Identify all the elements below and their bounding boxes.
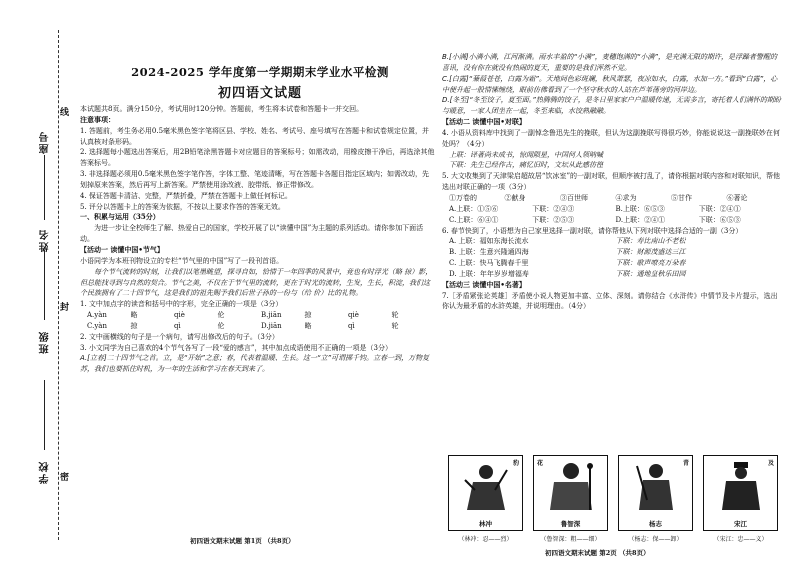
note-1: 1. 答题前，考生务必用0.5毫米黑色签字笔将区县、学校、姓名、考试号、座号填写在答题卡和试卷规定位置，并认真核对条形码。	[80, 126, 430, 146]
label-school: 学校	[40, 460, 51, 484]
card-mark: 花	[537, 460, 544, 467]
label-name: 姓名	[40, 228, 51, 252]
note-2: 2. 选择题每小题选出答案后，用2B铅笔涂黑答题卡对应题目的答案标号；如需改动，用橡皮擦干净后，再选涂其他答案标号。	[80, 148, 435, 168]
q6-b-down: 下联：财源茂盛达三江	[615, 248, 686, 257]
footer-page-2: 初四语文期末试题 第2页 （共8页）	[545, 549, 650, 557]
seal-char-2: 密	[60, 473, 70, 483]
q1-c-4: 伦	[217, 321, 225, 330]
q3-option-d[interactable]: D.[冬至]“冬至饺子，夏至面。”热腾腾的饺子，是冬日里家家户户温暖传递，无需多言，寄托着人们满怀的期盼与暖意，一家人团坐在一起，冬至来临，水饺熟融融。	[442, 96, 781, 116]
q1-b-2: 掠	[304, 311, 312, 320]
q5-b-down: 下联：②④①	[698, 204, 741, 213]
question-6: 6. 春节快到了，小语想为自己家里选择一副对联，请你帮他从下列对联中选择合适的一副（3分）	[442, 226, 743, 235]
q6-c-down: 下联：歌声嘹亮万朵春	[615, 259, 686, 268]
question-4: 4. 小语从资料库中找到了一副悼念鲁迅先生的挽联，但认为这副挽联写得很巧妙，你能说说这一副挽联妙在何处吗？（4分）	[442, 128, 780, 148]
q6-option-a[interactable]	[442, 236, 782, 247]
card-lu-zhishen	[533, 455, 608, 531]
q3-option-c[interactable]: C.[白露]“蒹葭苍苍，白露为霜”。天地间色彩斑斓，秋风萧瑟，夜凉如水，白露，水加一方。”看到“白露”，心中便升起一股情愫缠绕，眼前仿佛看到了一个坚守秋水的人站在芦苇荡旁的河岸边。	[442, 74, 778, 94]
q5-options-ab[interactable]	[442, 204, 782, 215]
q6-option-c[interactable]	[442, 258, 782, 269]
q6-option-b[interactable]	[442, 247, 782, 258]
card-lin-chong	[448, 455, 523, 531]
q1-b-1: B.jiān	[261, 311, 282, 320]
caption-lu-zhishen: （鲁智深：粗——细）	[540, 536, 601, 543]
q5-b-up: B.上联：⑥⑤③	[615, 204, 665, 213]
q6-c-up: C. 上联：快马飞腾春千里	[449, 259, 529, 268]
q5-item-6: ⑥著论	[726, 193, 748, 202]
caption-song-jiang: （宋江：忠——义）	[713, 536, 768, 543]
q1-d-4: 轮	[391, 321, 399, 330]
right-column	[442, 52, 782, 312]
section-1-intro: 为进一步让全校师生了解、热爱自己的国家，学校开展了以“读懂中国”为主题的系列活动。请你参加下面活动。	[80, 224, 424, 244]
q5-options-cd[interactable]	[442, 215, 782, 226]
song-jiang-figure-icon	[710, 460, 772, 512]
q6-option-d[interactable]	[442, 269, 782, 280]
class-field[interactable]	[44, 250, 45, 320]
card-mark: 青	[682, 460, 689, 467]
q6-b-up: B. 上联：生意兴隆通四海	[449, 248, 529, 257]
hero-cards	[448, 455, 778, 531]
q5-a-up: A.上联：①⑤⑥	[449, 204, 499, 213]
exam-title: 2024-2025 学年度第一学期期末学业水平检测	[131, 65, 389, 79]
q1-a-2: 略	[130, 311, 138, 320]
q6-a-up: A. 上联：福如东海长流水	[449, 237, 529, 246]
card-captions	[448, 534, 778, 543]
q1-a-3: qiè	[174, 311, 185, 320]
binding-margin	[0, 0, 74, 562]
card-mark: 豹	[512, 460, 519, 467]
q5-item-3: ③百世师	[560, 193, 588, 202]
question-2: 2. 文中画横线的句子是一个病句，请写出修改后的句子。（3分）	[80, 332, 279, 341]
q1-c-1: C.yàn	[87, 321, 107, 330]
seal-line	[58, 30, 59, 540]
caption-lin-chong: （林冲：忍——烈）	[458, 536, 513, 543]
q5-c-down: 下联：②⑤③	[532, 215, 575, 224]
note-5: 5. 评分以答题卡上的答案为依据，不按以上要求作答的答案无效。	[80, 202, 285, 211]
seal-char-1: 封	[60, 303, 70, 313]
footer-page-1: 初四语文期末试题 第1页 （共8页）	[190, 537, 295, 545]
caption-yang-zhi: （杨志：保——卸）	[628, 536, 683, 543]
note-3: 3. 非选择题必须用0.5毫米黑色签字笔作答，字体工整、笔迹清晰，写在答题卡各题目指定区域内；如需改动，先划掉原来答案，然后再写上新答案。严禁使用涂改液、胶带纸、修正带修改。	[80, 170, 430, 189]
q1-c-2: 掠	[130, 321, 138, 330]
activity-1-heading: 【活动一 读懂中国•节气】	[80, 244, 164, 254]
q1-a-1: A.yàn	[87, 311, 107, 320]
q4-upper: 上联：译著尚未成书，惊闻陨星，中国何人领呐喊	[449, 150, 603, 159]
question-7: 7.［矛盾紧张论英雄］矛盾使小说人物更加丰富、立体、深刻。请你结合《水浒传》中情节及卡片提示，选出你认为最矛盾的水浒英雄，并说明理由。（4分）	[442, 291, 778, 311]
note-4: 4. 保证答题卡清洁、完整，严禁折叠，严禁在答题卡上做任何标记。	[80, 191, 292, 200]
q1-d-2: 略	[304, 321, 312, 330]
q5-a-down: 下联：②④③	[532, 204, 575, 213]
section-1-heading: 一、积累与运用（35分）	[80, 212, 160, 222]
seal-char-3: 线	[60, 108, 70, 118]
intro: 本试题共8页。满分150分，考试用时120分钟。答题前，考生将本试卷和答题卡一并交回。	[80, 105, 364, 113]
passage: 每个节气流转的时刻，让我们以笔墨眺望，探寻自如，恰情于一年四季的风景中，竟也有时浮光（略 掠）影，但总能找寻到与自然的契合。节气之美，不仅在于节气里的流转，更在于时光的流转，生发，生长，积淀，我们这个民族拥有了二十四节气，这是我们的祖先赐予我们后世子孙的一份与（给 价）比的礼物。	[80, 267, 433, 298]
card-name: 杨志	[649, 520, 662, 528]
activity-1-intro: 小语同学为本班刊物设立的专栏“节气里的中国”写了一段刊首语。	[80, 256, 284, 265]
yang-zhi-figure-icon	[625, 460, 687, 512]
card-mark: 及	[767, 460, 774, 467]
name-field[interactable]	[44, 155, 45, 220]
q5-d-up: D.上联：②④①	[615, 215, 666, 224]
card-song-jiang	[703, 455, 778, 531]
q5-item-1: ①万卷的	[449, 193, 477, 202]
q5-item-2: ②献身	[504, 193, 526, 202]
lu-zhishen-figure-icon	[540, 460, 602, 512]
school-field[interactable]	[44, 380, 45, 450]
q3-option-a[interactable]: A.[立春]二十四节气之首。立，是“开始”之意；春，代表着温暖、生长。这一“立”可谓掷千钧。立春一到，万物复苏，我们也要抓住时机，为一年的生活和学习在春天到来了。	[80, 354, 430, 374]
q1-b-4: 轮	[391, 311, 399, 320]
question-5: 5. 大文收集到了天津梁启超故居“饮冰室”的一副对联，但顺序被打乱了，请你根据对联内容和对联知识，帮他选出对联正确的一项（3分）	[442, 172, 781, 192]
q1-option-a[interactable]	[80, 310, 435, 321]
question-1: 1. 文中加点字的读音和括号中的字形，完全正确的一项是（3分）	[80, 300, 283, 309]
card-name: 宋江	[734, 520, 747, 528]
q5-item-5: ⑤甘作	[671, 193, 692, 202]
lin-chong-figure-icon	[455, 460, 517, 512]
notes-heading: 注意事项：	[80, 114, 115, 124]
activity-3-heading: 【活动三 读懂中国•名著】	[442, 279, 526, 289]
card-name: 鲁智深	[560, 520, 581, 528]
card-yang-zhi	[618, 455, 693, 531]
q5-item-4: ④求为	[615, 193, 637, 202]
card-name: 林冲	[479, 520, 492, 528]
q1-d-3: qì	[348, 321, 355, 330]
q6-d-down: 下联：通地皇秋乐田园	[615, 269, 686, 278]
activity-2-heading: 【活动二 读懂中国•对联】	[442, 117, 526, 127]
question-3: 3. 小文同学为自己喜欢的4个节气各写了一段“爱的感言”，其中加点成语使用不正确的一项是（3分）	[80, 343, 392, 352]
q1-option-c[interactable]	[80, 321, 435, 332]
q5-items	[442, 193, 782, 204]
label-seat: 座号	[40, 130, 51, 154]
q3-option-b[interactable]: B.[小满]小满小满，江河渐满。雨水丰盈的“小满”，麦穗饱满的“小满”，是充满无限的期许，是浮躁者警醒的喜讯，没有你在就没有热闹的夏天，重要的是我们浑然不觉。	[442, 53, 777, 72]
label-class: 班级	[40, 330, 51, 354]
q5-c-up: C.上联：⑥④①	[449, 215, 499, 224]
q1-d-1: D.jiān	[261, 321, 282, 330]
q1-a-4: 伦	[217, 311, 225, 320]
q6-a-down: 下联：寿比南山不老松	[615, 237, 686, 246]
q1-b-3: qiè	[348, 311, 359, 320]
exam-subtitle: 初四语文试题	[217, 86, 302, 101]
q5-d-down: 下联：⑥⑤③	[698, 215, 741, 224]
left-column	[80, 104, 435, 375]
q4-lower: 下联：先生已经作古，痛忆旧时，文坛从此感彷徨	[449, 161, 603, 170]
q6-d-up: D. 上联：年年岁岁增福寿	[449, 269, 529, 278]
q1-c-3: qì	[174, 321, 181, 330]
